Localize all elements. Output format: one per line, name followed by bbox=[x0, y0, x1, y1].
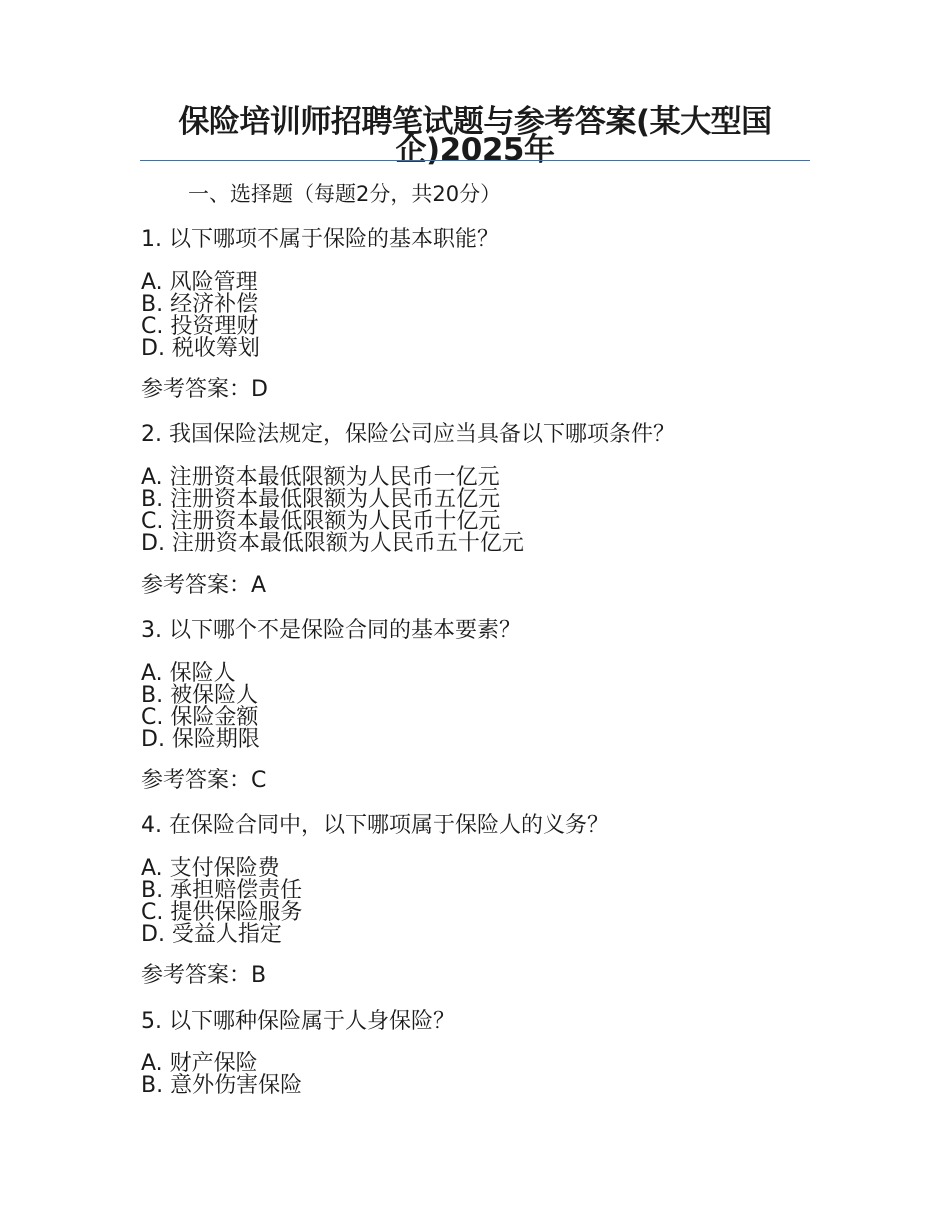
question-5-option-a: A. 财产保险 bbox=[141, 1051, 258, 1076]
question-5-option-b: B. 意外伤害保险 bbox=[141, 1073, 303, 1098]
question-4-option-a: A. 支付保险费 bbox=[141, 856, 280, 881]
question-3-answer: 参考答案：C bbox=[141, 768, 267, 793]
question-1-option-c: C. 投资理财 bbox=[141, 314, 259, 339]
question-5-options bbox=[141, 1053, 302, 1097]
question-2-answer: 参考答案：A bbox=[141, 573, 267, 598]
question-2-option-c: C. 注册资本最低限额为人民币十亿元 bbox=[141, 509, 501, 534]
question-4-option-b: B. 承担赔偿责任 bbox=[141, 878, 303, 903]
title-underline bbox=[140, 160, 810, 161]
question-1-option-b: B. 经济补偿 bbox=[141, 292, 259, 317]
question-4-answer: 参考答案：B bbox=[141, 963, 267, 988]
question-2-option-d: D. 注册资本最低限额为人民币五十亿元 bbox=[141, 531, 524, 556]
question-3-text: 3. 以下哪个不是保险合同的基本要素？ bbox=[141, 618, 521, 643]
question-3-options bbox=[141, 663, 260, 751]
question-1-answer: 参考答案：D bbox=[141, 377, 268, 402]
question-5-text: 5. 以下哪种保险属于人身保险？ bbox=[141, 1009, 455, 1034]
question-3-option-c: C. 保险金额 bbox=[141, 705, 259, 730]
question-2-text: 2. 我国保险法规定，保险公司应当具备以下哪项条件？ bbox=[141, 422, 675, 447]
question-1-options bbox=[141, 272, 260, 360]
question-1-option-a: A. 风险管理 bbox=[141, 270, 258, 295]
question-1-option-d: D. 税收筹划 bbox=[141, 336, 260, 361]
question-3-option-d: D. 保险期限 bbox=[141, 727, 260, 752]
question-2-options bbox=[141, 467, 524, 555]
question-4-option-c: C. 提供保险服务 bbox=[141, 900, 303, 925]
question-1-text: 1. 以下哪项不属于保险的基本职能？ bbox=[141, 227, 499, 252]
question-4-text: 4. 在保险合同中，以下哪项属于保险人的义务？ bbox=[141, 813, 609, 838]
question-3-option-b: B. 被保险人 bbox=[141, 683, 259, 708]
question-2-option-b: B. 注册资本最低限额为人民币五亿元 bbox=[141, 487, 501, 512]
question-4-option-d: D. 受益人指定 bbox=[141, 922, 282, 947]
section-heading: 一、选择题（每题2分，共20分） bbox=[188, 182, 502, 206]
question-3-option-a: A. 保险人 bbox=[141, 661, 236, 686]
question-2-option-a: A. 注册资本最低限额为人民币一亿元 bbox=[141, 465, 500, 490]
question-4-options bbox=[141, 858, 302, 946]
document-title: 保险培训师招聘笔试题与参考答案(某大型国企)2025年 bbox=[178, 104, 772, 168]
